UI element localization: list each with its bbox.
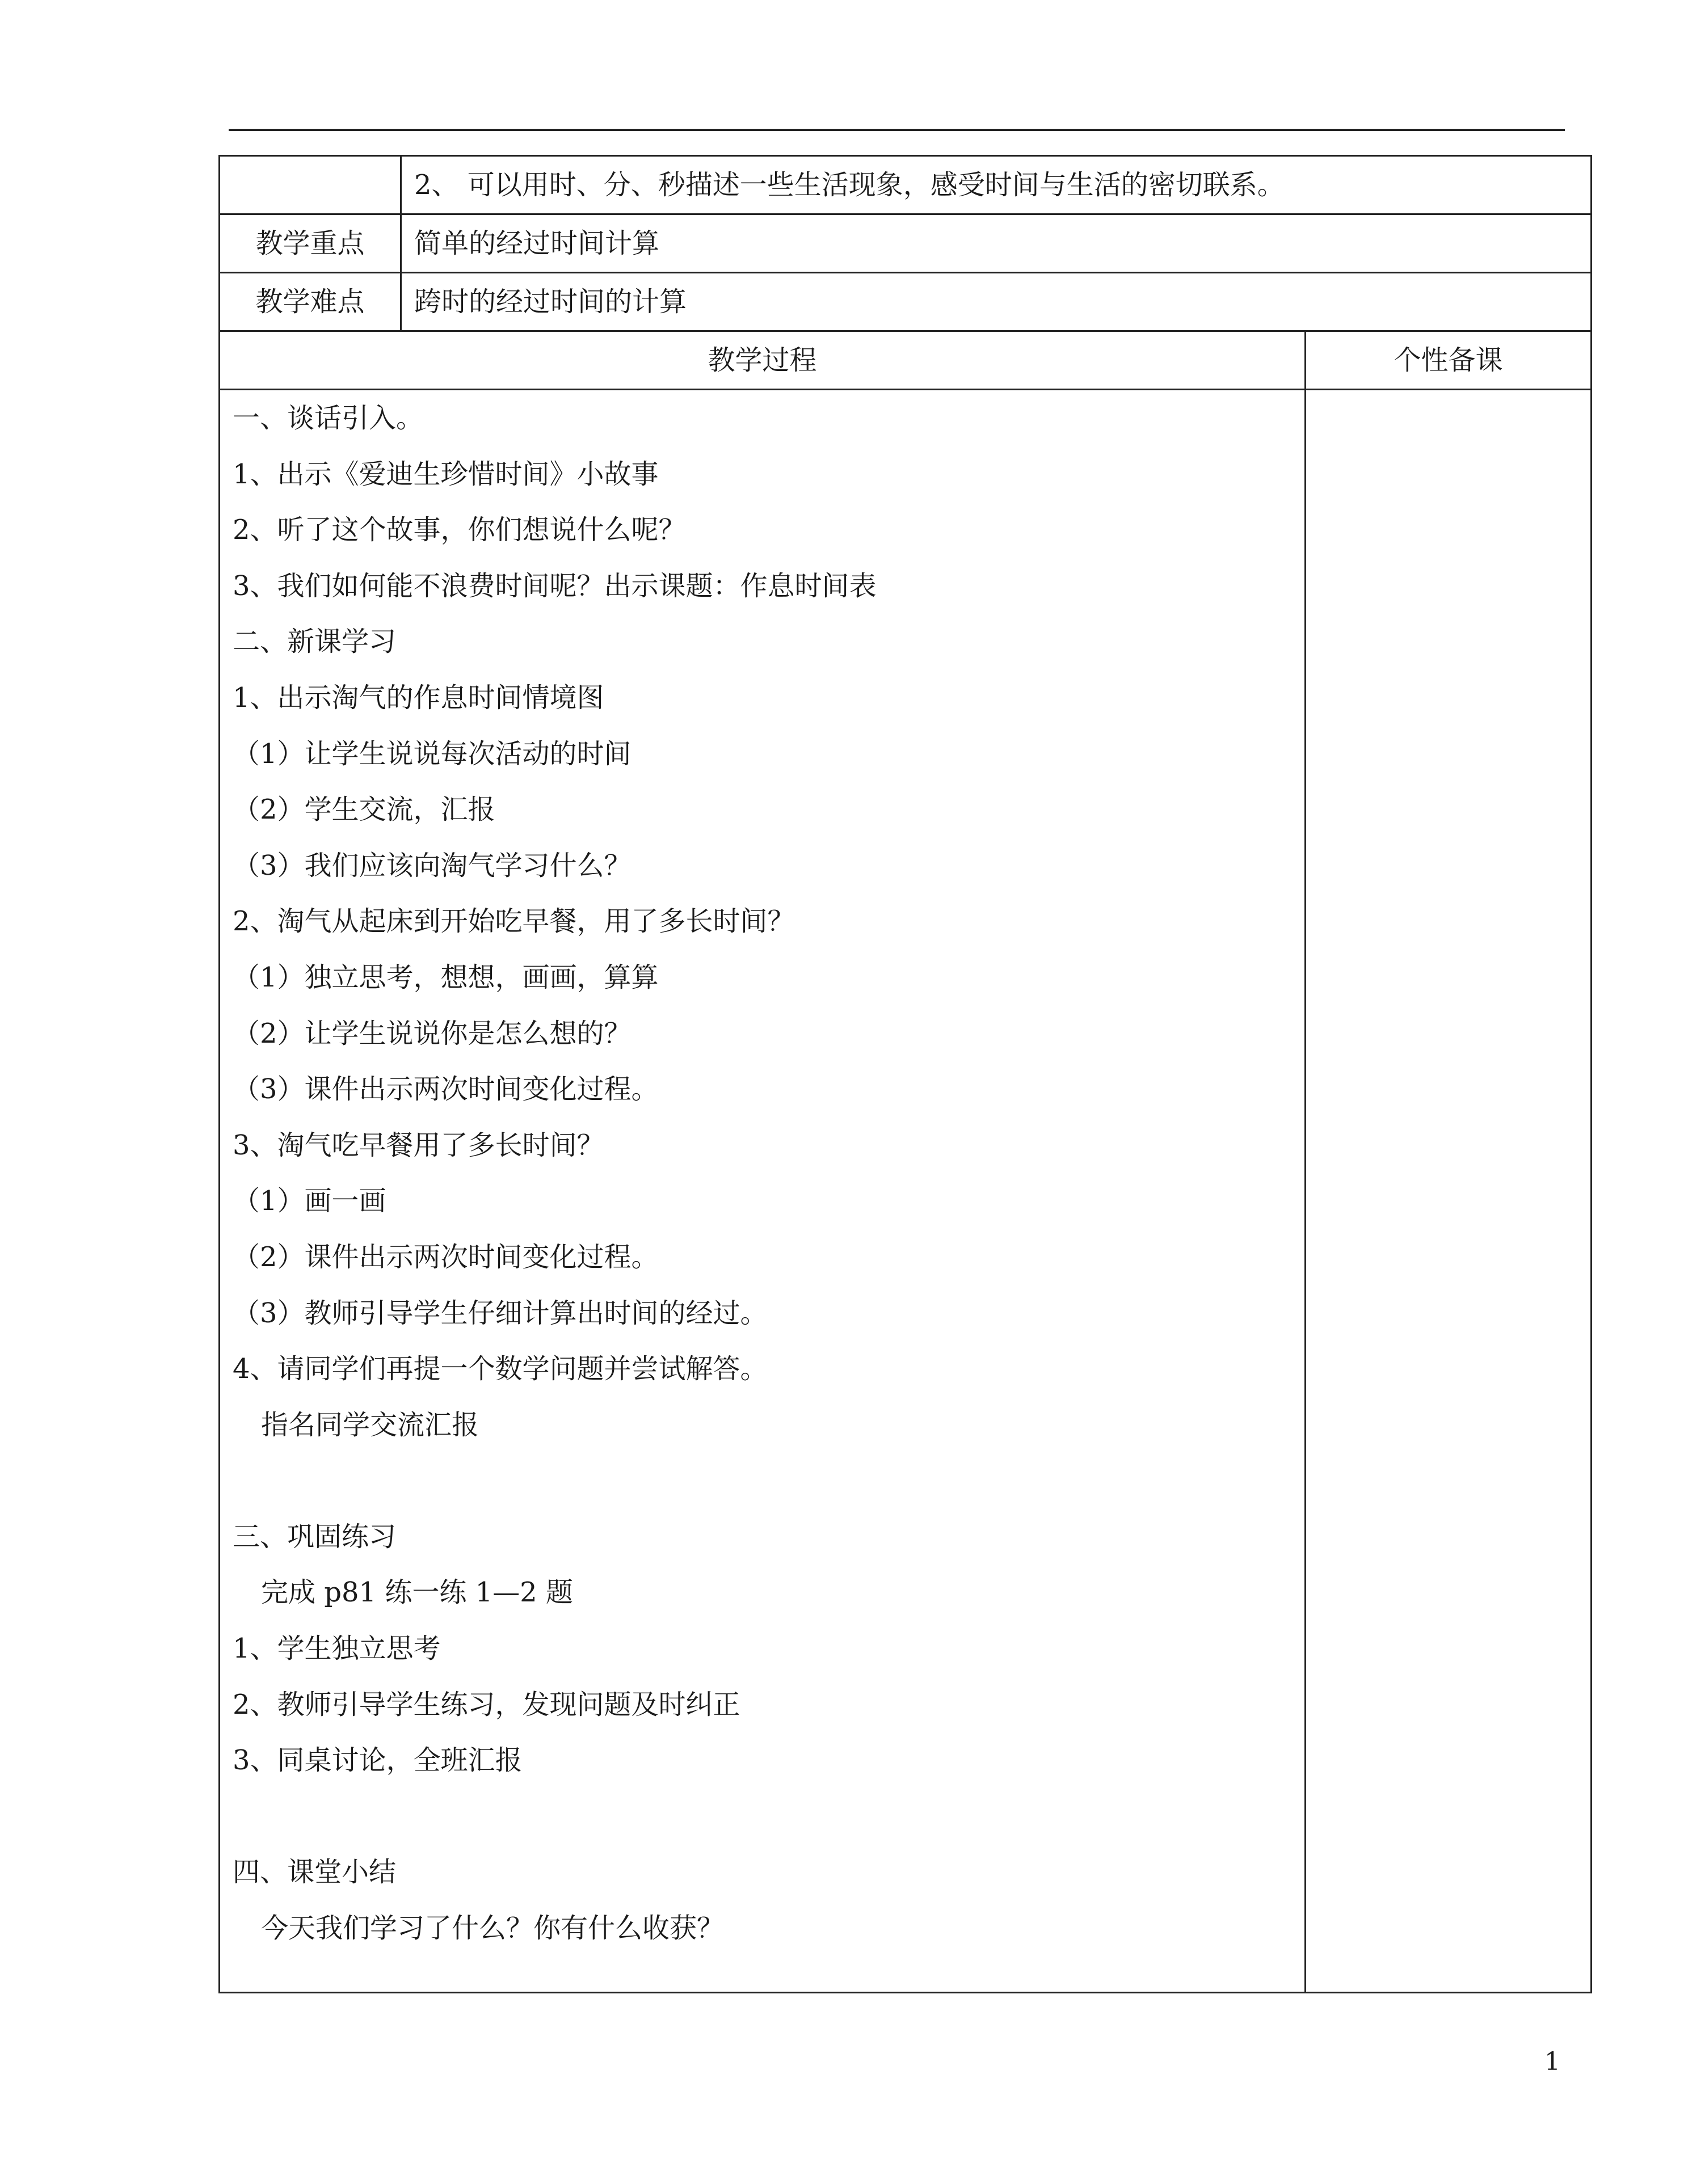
- process-line: （1）独立思考，想想，画画，算算: [233, 961, 659, 993]
- process-line: （1）让学生说说每次活动的时间: [233, 737, 632, 770]
- process-line: （1）画一画: [233, 1185, 386, 1217]
- process-line: 3、我们如何能不浪费时间呢？出示课题：作息时间表: [233, 570, 877, 602]
- notes-header: 个性备课: [1306, 331, 1592, 390]
- blank-line: [233, 1789, 1292, 1845]
- process-line: （3）教师引导学生仔细计算出时间的经过。: [233, 1297, 768, 1329]
- process-body-row: [220, 390, 1592, 1993]
- process-header-row: [220, 331, 1592, 390]
- difficulty-text: 跨时的经过时间的计算: [401, 273, 1592, 331]
- difficulty-row: [220, 273, 1592, 331]
- process-line: 一、谈话引入。: [233, 402, 424, 434]
- objective-label: [220, 156, 401, 214]
- lesson-plan-table: [218, 155, 1592, 1993]
- process-line: 2、淘气从起床到开始吃早餐，用了多长时间？: [233, 905, 795, 938]
- process-lines: [233, 390, 1292, 1957]
- process-line: 三、巩固练习: [233, 1520, 397, 1553]
- header-rule: [229, 129, 1565, 131]
- process-line: 3、同桌讨论，全班汇报: [233, 1744, 523, 1777]
- key-point-label: 教学重点: [220, 214, 401, 273]
- process-line: 3、淘气吃早餐用了多长时间？: [233, 1129, 604, 1161]
- process-line: （3）课件出示两次时间变化过程。: [233, 1073, 659, 1106]
- process-line: （2）课件出示两次时间变化过程。: [233, 1241, 659, 1273]
- process-line: 二、新课学习: [233, 626, 397, 658]
- process-line: 今天我们学习了什么？你有什么收获？: [261, 1912, 725, 1945]
- process-line: 1、出示《爱迪生珍惜时间》小故事: [233, 458, 659, 490]
- objective-text: 2、 可以用时、分、秒描述一些生活现象，感受时间与生活的密切联系。: [401, 156, 1592, 214]
- difficulty-label: 教学难点: [220, 273, 401, 331]
- process-content: [220, 390, 1306, 1993]
- page-number: 1: [1544, 2047, 1560, 2076]
- process-line: 1、出示淘气的作息时间情境图: [233, 681, 604, 714]
- process-line: 完成 p81 练一练 1—2 题: [261, 1576, 573, 1609]
- process-line: 四、课堂小结: [233, 1856, 397, 1888]
- process-line: 2、听了这个故事，你们想说什么呢？: [233, 514, 686, 546]
- blank-line: [233, 1453, 1292, 1509]
- process-line: 4、请同学们再提一个数学问题并尝试解答。: [233, 1353, 768, 1385]
- process-line: （2）学生交流，汇报: [233, 794, 495, 826]
- process-line: 2、教师引导学生练习，发现问题及时纠正: [233, 1688, 740, 1721]
- process-line: 指名同学交流汇报: [261, 1409, 479, 1441]
- notes-content: [1306, 390, 1592, 1993]
- process-line: （3）我们应该向淘气学习什么？: [233, 849, 632, 882]
- process-line: 1、学生独立思考: [233, 1633, 441, 1665]
- process-header: 教学过程: [220, 331, 1306, 390]
- process-line: （2）让学生说说你是怎么想的？: [233, 1017, 632, 1049]
- process-tail-space: [233, 1957, 1292, 1992]
- objective-row: [220, 156, 1592, 214]
- key-point-text: 简单的经过时间计算: [401, 214, 1592, 273]
- key-point-row: [220, 214, 1592, 273]
